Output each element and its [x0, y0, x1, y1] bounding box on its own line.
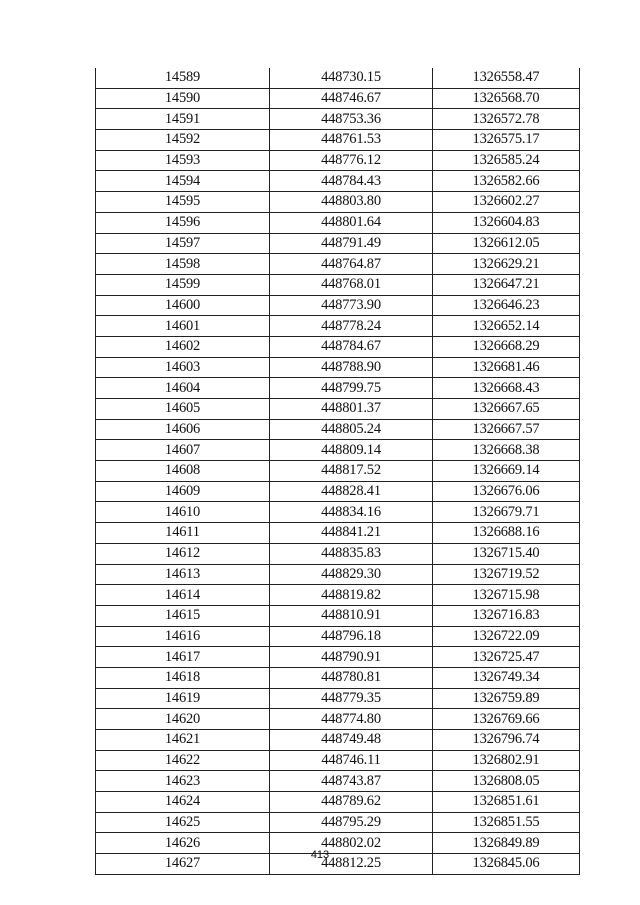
point-id-cell: 14621	[96, 730, 270, 751]
table-row	[96, 295, 580, 316]
point-id-cell: 14616	[96, 626, 270, 647]
table-row	[96, 440, 580, 461]
point-id-cell: 14604	[96, 378, 270, 399]
y-coordinate-cell: 1326769.66	[433, 709, 580, 730]
x-coordinate-cell: 448746.67	[270, 88, 433, 109]
table-row	[96, 523, 580, 544]
table-row	[96, 274, 580, 295]
x-coordinate-cell: 448780.81	[270, 667, 433, 688]
point-id-cell: 14589	[96, 68, 270, 88]
y-coordinate-cell: 1326849.89	[433, 833, 580, 854]
y-coordinate-cell: 1326845.06	[433, 854, 580, 875]
table-row	[96, 88, 580, 109]
point-id-cell: 14597	[96, 233, 270, 254]
x-coordinate-cell: 448829.30	[270, 564, 433, 585]
point-id-cell: 14593	[96, 150, 270, 171]
table-row	[96, 461, 580, 482]
y-coordinate-cell: 1326582.66	[433, 171, 580, 192]
coordinates-table-body	[96, 68, 580, 874]
point-id-cell: 14596	[96, 212, 270, 233]
x-coordinate-cell: 448803.80	[270, 192, 433, 213]
table-row	[96, 626, 580, 647]
table-row	[96, 709, 580, 730]
x-coordinate-cell: 448761.53	[270, 130, 433, 151]
point-id-cell: 14623	[96, 771, 270, 792]
y-coordinate-cell: 1326715.40	[433, 543, 580, 564]
table-row	[96, 564, 580, 585]
page-number: 413	[310, 849, 330, 861]
table-row	[96, 647, 580, 668]
x-coordinate-cell: 448812.25	[270, 854, 433, 875]
x-coordinate-cell: 448776.12	[270, 150, 433, 171]
point-id-cell: 14608	[96, 461, 270, 482]
y-coordinate-cell: 1326851.61	[433, 792, 580, 813]
point-id-cell: 14622	[96, 750, 270, 771]
y-coordinate-cell: 1326668.38	[433, 440, 580, 461]
coordinates-table	[95, 68, 580, 875]
table-row	[96, 109, 580, 130]
point-id-cell: 14620	[96, 709, 270, 730]
table-row	[96, 254, 580, 275]
y-coordinate-cell: 1326802.91	[433, 750, 580, 771]
x-coordinate-cell: 448796.18	[270, 626, 433, 647]
point-id-cell: 14600	[96, 295, 270, 316]
table-row	[96, 336, 580, 357]
y-coordinate-cell: 1326558.47	[433, 68, 580, 88]
x-coordinate-cell: 448799.75	[270, 378, 433, 399]
x-coordinate-cell: 448749.48	[270, 730, 433, 751]
point-id-cell: 14594	[96, 171, 270, 192]
y-coordinate-cell: 1326749.34	[433, 667, 580, 688]
y-coordinate-cell: 1326796.74	[433, 730, 580, 751]
table-row	[96, 192, 580, 213]
y-coordinate-cell: 1326715.98	[433, 585, 580, 606]
y-coordinate-cell: 1326568.70	[433, 88, 580, 109]
y-coordinate-cell: 1326629.21	[433, 254, 580, 275]
y-coordinate-cell: 1326668.29	[433, 336, 580, 357]
point-id-cell: 14611	[96, 523, 270, 544]
table-row	[96, 419, 580, 440]
x-coordinate-cell: 448828.41	[270, 481, 433, 502]
table-row	[96, 316, 580, 337]
point-id-cell: 14626	[96, 833, 270, 854]
x-coordinate-cell: 448795.29	[270, 812, 433, 833]
x-coordinate-cell: 448810.91	[270, 605, 433, 626]
x-coordinate-cell: 448809.14	[270, 440, 433, 461]
table-row	[96, 543, 580, 564]
point-id-cell: 14615	[96, 605, 270, 626]
y-coordinate-cell: 1326612.05	[433, 233, 580, 254]
x-coordinate-cell: 448788.90	[270, 357, 433, 378]
x-coordinate-cell: 448764.87	[270, 254, 433, 275]
point-id-cell: 14613	[96, 564, 270, 585]
y-coordinate-cell: 1326725.47	[433, 647, 580, 668]
point-id-cell: 14606	[96, 419, 270, 440]
y-coordinate-cell: 1326681.46	[433, 357, 580, 378]
x-coordinate-cell: 448801.64	[270, 212, 433, 233]
table-row	[96, 130, 580, 151]
table-row	[96, 585, 580, 606]
x-coordinate-cell: 448805.24	[270, 419, 433, 440]
table-row	[96, 771, 580, 792]
point-id-cell: 14618	[96, 667, 270, 688]
table-row	[96, 233, 580, 254]
y-coordinate-cell: 1326722.09	[433, 626, 580, 647]
x-coordinate-cell: 448801.37	[270, 399, 433, 420]
y-coordinate-cell: 1326851.55	[433, 812, 580, 833]
point-id-cell: 14625	[96, 812, 270, 833]
x-coordinate-cell: 448835.83	[270, 543, 433, 564]
table-row	[96, 212, 580, 233]
x-coordinate-cell: 448746.11	[270, 750, 433, 771]
point-id-cell: 14609	[96, 481, 270, 502]
x-coordinate-cell: 448802.02	[270, 833, 433, 854]
table-row	[96, 667, 580, 688]
y-coordinate-cell: 1326647.21	[433, 274, 580, 295]
y-coordinate-cell: 1326808.05	[433, 771, 580, 792]
x-coordinate-cell: 448834.16	[270, 502, 433, 523]
table-row	[96, 378, 580, 399]
table-row	[96, 357, 580, 378]
table-row	[96, 502, 580, 523]
x-coordinate-cell: 448791.49	[270, 233, 433, 254]
x-coordinate-cell: 448784.67	[270, 336, 433, 357]
point-id-cell: 14607	[96, 440, 270, 461]
y-coordinate-cell: 1326667.57	[433, 419, 580, 440]
y-coordinate-cell: 1326602.27	[433, 192, 580, 213]
x-coordinate-cell: 448789.62	[270, 792, 433, 813]
x-coordinate-cell: 448784.43	[270, 171, 433, 192]
y-coordinate-cell: 1326688.16	[433, 523, 580, 544]
table-row	[96, 750, 580, 771]
table-row	[96, 792, 580, 813]
point-id-cell: 14614	[96, 585, 270, 606]
table-row	[96, 605, 580, 626]
x-coordinate-cell: 448778.24	[270, 316, 433, 337]
y-coordinate-cell: 1326646.23	[433, 295, 580, 316]
x-coordinate-cell: 448774.80	[270, 709, 433, 730]
point-id-cell: 14612	[96, 543, 270, 564]
point-id-cell: 14605	[96, 399, 270, 420]
point-id-cell: 14619	[96, 688, 270, 709]
point-id-cell: 14601	[96, 316, 270, 337]
x-coordinate-cell: 448773.90	[270, 295, 433, 316]
point-id-cell: 14627	[96, 854, 270, 875]
y-coordinate-cell: 1326667.65	[433, 399, 580, 420]
point-id-cell: 14603	[96, 357, 270, 378]
point-id-cell: 14624	[96, 792, 270, 813]
x-coordinate-cell: 448768.01	[270, 274, 433, 295]
table-row	[96, 171, 580, 192]
x-coordinate-cell: 448819.82	[270, 585, 433, 606]
y-coordinate-cell: 1326676.06	[433, 481, 580, 502]
y-coordinate-cell: 1326679.71	[433, 502, 580, 523]
point-id-cell: 14598	[96, 254, 270, 275]
table-row	[96, 812, 580, 833]
table-row	[96, 150, 580, 171]
point-id-cell: 14595	[96, 192, 270, 213]
point-id-cell: 14590	[96, 88, 270, 109]
x-coordinate-cell: 448790.91	[270, 647, 433, 668]
point-id-cell: 14591	[96, 109, 270, 130]
y-coordinate-cell: 1326669.14	[433, 461, 580, 482]
y-coordinate-cell: 1326759.89	[433, 688, 580, 709]
x-coordinate-cell: 448753.36	[270, 109, 433, 130]
point-id-cell: 14610	[96, 502, 270, 523]
x-coordinate-cell: 448743.87	[270, 771, 433, 792]
y-coordinate-cell: 1326668.43	[433, 378, 580, 399]
table-row	[96, 68, 580, 88]
table-row	[96, 481, 580, 502]
y-coordinate-cell: 1326572.78	[433, 109, 580, 130]
point-id-cell: 14617	[96, 647, 270, 668]
y-coordinate-cell: 1326604.83	[433, 212, 580, 233]
y-coordinate-cell: 1326719.52	[433, 564, 580, 585]
y-coordinate-cell: 1326652.14	[433, 316, 580, 337]
point-id-cell: 14602	[96, 336, 270, 357]
point-id-cell: 14599	[96, 274, 270, 295]
x-coordinate-cell: 448817.52	[270, 461, 433, 482]
y-coordinate-cell: 1326716.83	[433, 605, 580, 626]
table-row	[96, 730, 580, 751]
x-coordinate-cell: 448841.21	[270, 523, 433, 544]
x-coordinate-cell: 448730.15	[270, 68, 433, 88]
y-coordinate-cell: 1326585.24	[433, 150, 580, 171]
x-coordinate-cell: 448779.35	[270, 688, 433, 709]
y-coordinate-cell: 1326575.17	[433, 130, 580, 151]
table-row	[96, 688, 580, 709]
point-id-cell: 14592	[96, 130, 270, 151]
table-row	[96, 399, 580, 420]
